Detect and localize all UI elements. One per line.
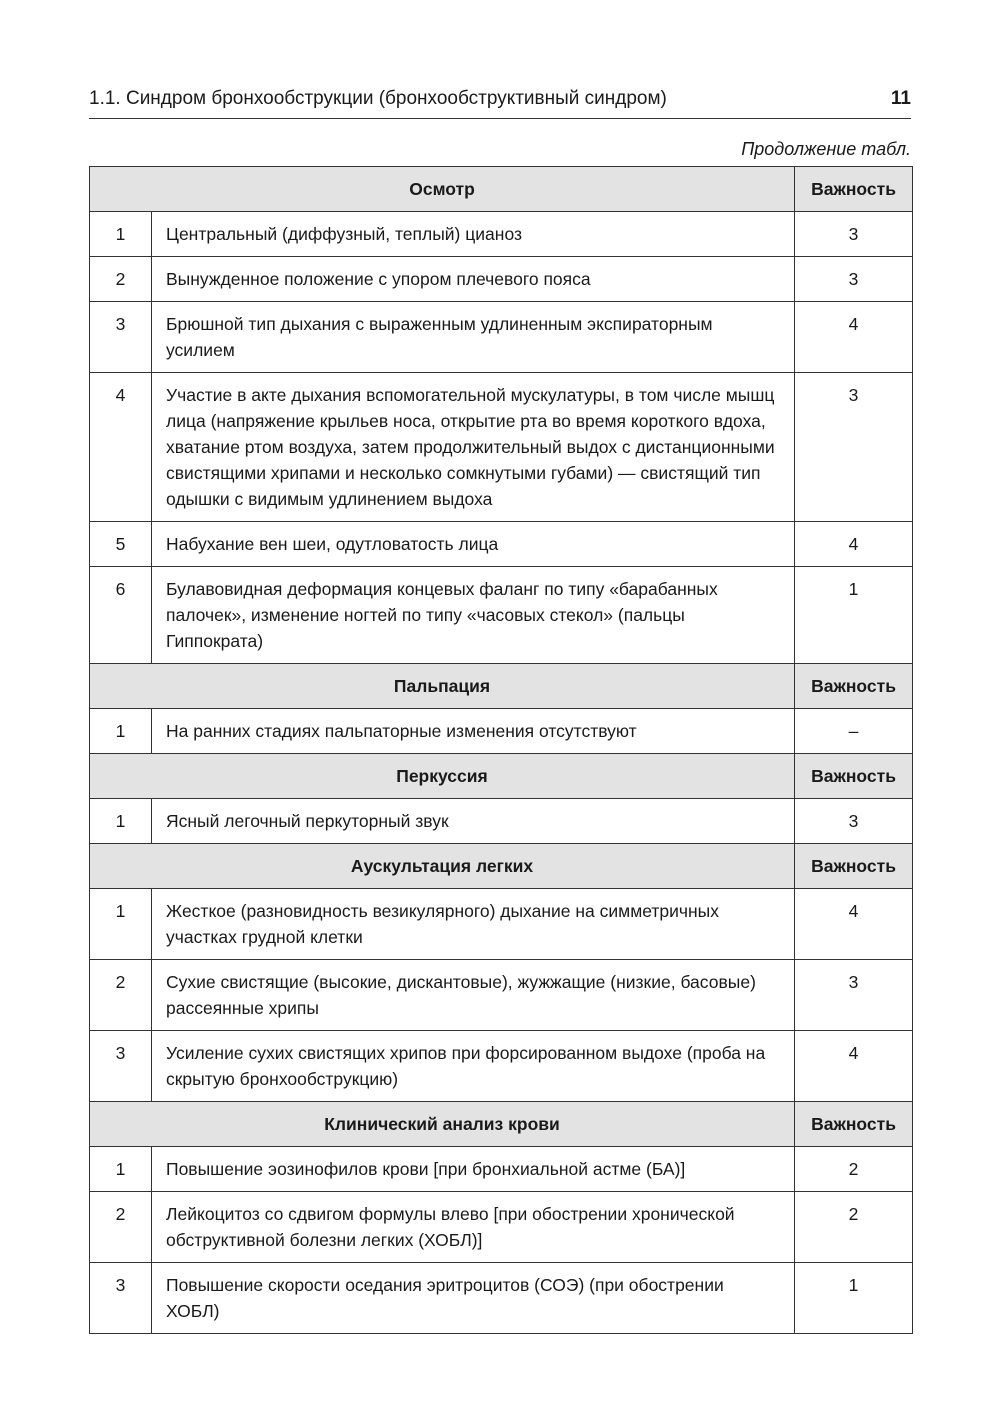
row-importance: 4 xyxy=(795,302,913,373)
row-finding: Повышение эозинофилов крови [при бронхиальной астме (БА)] xyxy=(152,1147,795,1192)
row-finding: Участие в акте дыхания вспомогательной мускулатуры, в том числе мышц лица (напряжение крыльев носа, открытие рта во время короткого вдоха, хватание ртом воздуха, затем продолжительный выдох с дистанционными свистящими хрипами и несколько сомкнутыми губами) — свистящий тип одышки с видимым удлинением выдоха xyxy=(152,373,795,522)
row-finding: Повышение скорости оседания эритроцитов (СОЭ) (при обострении ХОБЛ) xyxy=(152,1263,795,1334)
row-importance: 3 xyxy=(795,373,913,522)
importance-header: Важность xyxy=(795,664,913,709)
page-number: 11 xyxy=(890,88,911,109)
page-header xyxy=(89,88,911,119)
importance-header: Важность xyxy=(795,167,913,212)
table-row xyxy=(90,1031,913,1102)
row-number: 3 xyxy=(90,1031,152,1102)
table-row xyxy=(90,1263,913,1334)
section-header-row xyxy=(90,1102,913,1147)
row-number: 3 xyxy=(90,302,152,373)
row-importance: 3 xyxy=(795,257,913,302)
table-row xyxy=(90,522,913,567)
table-row xyxy=(90,567,913,664)
section-title: Перкуссия xyxy=(90,754,795,799)
running-title: 1.1. Синдром бронхообструкции (бронхообструктивный синдром) xyxy=(89,88,667,109)
table-row xyxy=(90,212,913,257)
row-importance: 2 xyxy=(795,1147,913,1192)
row-finding: На ранних стадиях пальпаторные изменения отсутствуют xyxy=(152,709,795,754)
section-header-row xyxy=(90,664,913,709)
table-row xyxy=(90,889,913,960)
table-row xyxy=(90,799,913,844)
table-row xyxy=(90,1147,913,1192)
row-importance: 3 xyxy=(795,799,913,844)
row-finding: Булавовидная деформация концевых фаланг по типу «барабанных палочек», изменение ногтей по типу «часовых стекол» (пальцы Гиппократа) xyxy=(152,567,795,664)
table-row xyxy=(90,1192,913,1263)
row-finding: Вынужденное положение с упором плечевого пояса xyxy=(152,257,795,302)
row-number: 2 xyxy=(90,960,152,1031)
row-number: 4 xyxy=(90,373,152,522)
row-number: 5 xyxy=(90,522,152,567)
table-continuation-note: Продолжение табл. xyxy=(741,139,911,159)
row-finding: Сухие свистящие (высокие, дискантовые), жужжащие (низкие, басовые) рассеянные хрипы xyxy=(152,960,795,1031)
row-finding: Лейкоцитоз со сдвигом формулы влево [при обострении хронической обструктивной болезни легких (ХОБЛ)] xyxy=(152,1192,795,1263)
section-title: Осмотр xyxy=(90,167,795,212)
table-row xyxy=(90,709,913,754)
table-row xyxy=(90,373,913,522)
row-finding: Жесткое (разновидность везикулярного) дыхание на симметричных участках грудной клетки xyxy=(152,889,795,960)
row-finding: Набухание вен шеи, одутловатость лица xyxy=(152,522,795,567)
section-title: Пальпация xyxy=(90,664,795,709)
row-importance: 4 xyxy=(795,522,913,567)
findings-table xyxy=(89,166,913,1334)
table-row xyxy=(90,302,913,373)
importance-header: Важность xyxy=(795,754,913,799)
row-finding: Брюшной тип дыхания с выраженным удлиненным экспираторным усилием xyxy=(152,302,795,373)
row-number: 2 xyxy=(90,257,152,302)
row-number: 1 xyxy=(90,889,152,960)
section-header-row xyxy=(90,167,913,212)
row-importance: 3 xyxy=(795,212,913,257)
row-finding: Ясный легочный перкуторный звук xyxy=(152,799,795,844)
row-importance: 1 xyxy=(795,567,913,664)
row-importance: 2 xyxy=(795,1192,913,1263)
row-finding: Усиление сухих свистящих хрипов при форсированном выдохе (проба на скрытую бронхообструкцию) xyxy=(152,1031,795,1102)
row-number: 6 xyxy=(90,567,152,664)
row-importance: 4 xyxy=(795,1031,913,1102)
row-number: 1 xyxy=(90,212,152,257)
row-importance: 3 xyxy=(795,960,913,1031)
importance-header: Важность xyxy=(795,844,913,889)
section-title: Клинический анализ крови xyxy=(90,1102,795,1147)
row-importance: 4 xyxy=(795,889,913,960)
importance-header: Важность xyxy=(795,1102,913,1147)
section-header-row xyxy=(90,754,913,799)
section-title: Аускультация легких xyxy=(90,844,795,889)
row-number: 2 xyxy=(90,1192,152,1263)
row-number: 1 xyxy=(90,1147,152,1192)
row-number: 1 xyxy=(90,799,152,844)
table-row xyxy=(90,960,913,1031)
row-number: 3 xyxy=(90,1263,152,1334)
row-number: 1 xyxy=(90,709,152,754)
table-row xyxy=(90,257,913,302)
row-importance: 1 xyxy=(795,1263,913,1334)
section-header-row xyxy=(90,844,913,889)
row-importance: – xyxy=(795,709,913,754)
row-finding: Центральный (диффузный, теплый) цианоз xyxy=(152,212,795,257)
